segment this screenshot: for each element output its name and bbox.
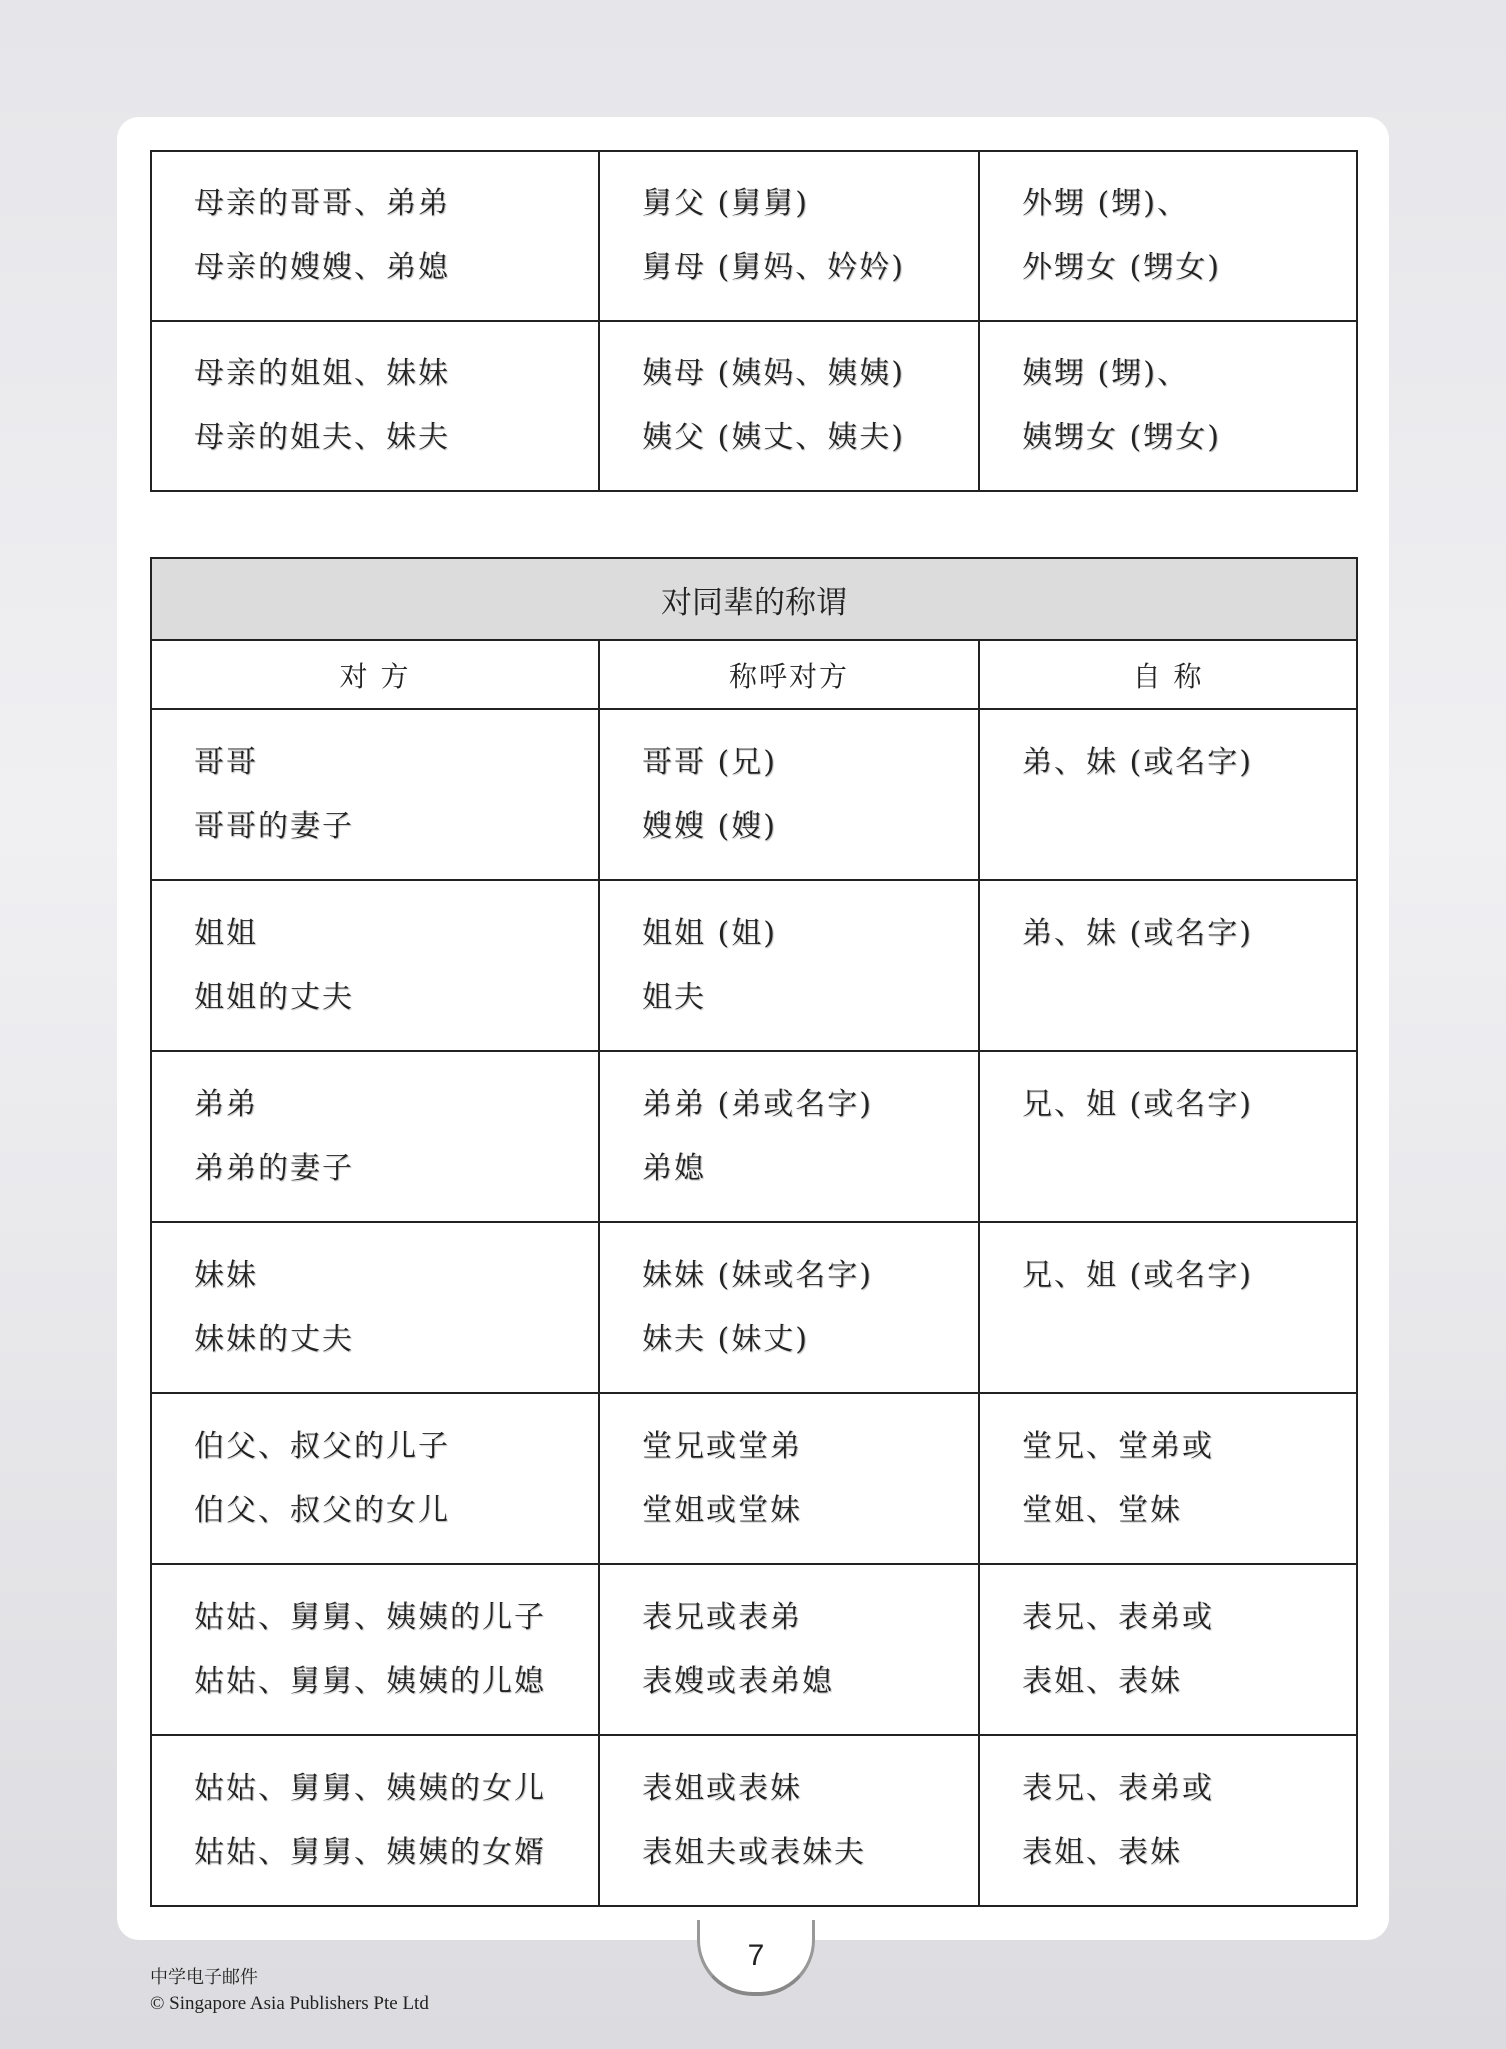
- cell-line: 母亲的姐夫、妹夫: [194, 420, 450, 455]
- table-cell: [151, 321, 599, 491]
- footer-text: 中学电子邮件: [150, 1967, 258, 1988]
- table-cell: [599, 1051, 979, 1222]
- table-cell: [979, 151, 1357, 321]
- cell-line: 姐姐 (姐): [642, 915, 777, 951]
- cell-line: 姑姑、舅舅、姨姨的女婿: [194, 1834, 546, 1870]
- cell-content: [600, 172, 978, 300]
- cell-content: [600, 1415, 978, 1543]
- cell-line: 弟、妹 (或名字): [1022, 744, 1253, 780]
- cell-line: 表姐夫或表妹夫: [642, 1834, 866, 1870]
- cell-line: [1022, 966, 1356, 1030]
- column-header: 对 方: [151, 640, 599, 709]
- cell-line: 表兄或表弟: [642, 1599, 802, 1635]
- cell-content: [980, 1415, 1356, 1543]
- column-header: 自 称: [979, 640, 1357, 709]
- cell-line: 姑姑、舅舅、姨姨的儿媳: [194, 1663, 546, 1699]
- column-header: 称呼对方: [599, 640, 979, 709]
- cell-line: 嫂嫂 (嫂): [642, 808, 777, 844]
- cell-line: 弟、妹 (或名字): [1022, 915, 1253, 951]
- cell-content: [152, 342, 598, 470]
- table-row: [151, 880, 1357, 1051]
- table-cell: [979, 709, 1357, 880]
- table-cell: [599, 880, 979, 1051]
- table-cell: [151, 880, 599, 1051]
- cell-line: 表嫂或表弟媳: [642, 1663, 834, 1699]
- cell-line: 表姐、表妹: [1022, 1834, 1182, 1870]
- cell-content: [152, 1244, 598, 1372]
- table-row: [151, 1735, 1357, 1906]
- cell-content: [980, 1757, 1356, 1885]
- cell-line: 母亲的嫂嫂、弟媳: [194, 250, 450, 285]
- cell-line: 哥哥的妻子: [194, 808, 354, 844]
- table-cell: [151, 151, 599, 321]
- table-cell: [979, 321, 1357, 491]
- cell-content: [980, 342, 1356, 470]
- cell-content: [152, 731, 598, 859]
- cell-line: 兄、姐 (或名字): [1022, 1086, 1253, 1122]
- cell-content: [980, 1244, 1356, 1372]
- cell-line: 姑姑、舅舅、姨姨的女儿: [194, 1770, 546, 1806]
- cell-line: 姨父 (姨丈、姨夫): [642, 420, 905, 455]
- cell-content: [152, 172, 598, 300]
- table-cell: [151, 1735, 599, 1906]
- cell-line: 姐姐的丈夫: [194, 979, 354, 1015]
- kinship-table-maternal: [150, 150, 1358, 492]
- cell-content: [600, 1073, 978, 1201]
- table-cell: [151, 1393, 599, 1564]
- table-cell: [979, 880, 1357, 1051]
- cell-content: [600, 1244, 978, 1372]
- cell-line: 弟弟: [194, 1086, 258, 1122]
- cell-line: 堂兄、堂弟或: [1022, 1428, 1214, 1464]
- cell-content: [980, 731, 1356, 859]
- table-cell: [599, 1735, 979, 1906]
- cell-line: 兄、姐 (或名字): [1022, 1257, 1253, 1293]
- table-row: [151, 321, 1357, 491]
- cell-line: 伯父、叔父的女儿: [194, 1492, 450, 1528]
- cell-content: [600, 902, 978, 1030]
- table-cell: [599, 1393, 979, 1564]
- cell-line: 姐姐: [194, 915, 258, 951]
- table-cell: [151, 1051, 599, 1222]
- cell-line: 母亲的哥哥、弟弟: [194, 186, 450, 221]
- table-row: [151, 709, 1357, 880]
- cell-line: 表姐、表妹: [1022, 1663, 1182, 1699]
- cell-line: 伯父、叔父的儿子: [194, 1428, 450, 1464]
- cell-line: 堂兄或堂弟: [642, 1428, 802, 1464]
- cell-content: [152, 1586, 598, 1714]
- cell-line: 姨甥女 (甥女): [1022, 420, 1221, 455]
- cell-content: [152, 902, 598, 1030]
- table-row: [151, 1051, 1357, 1222]
- table-cell: [979, 1051, 1357, 1222]
- cell-line: 姐夫: [642, 979, 706, 1015]
- cell-content: [980, 902, 1356, 1030]
- cell-line: 哥哥 (兄): [642, 744, 777, 780]
- cell-line: 弟弟的妻子: [194, 1150, 354, 1186]
- cell-content: [600, 1757, 978, 1885]
- cell-content: [152, 1757, 598, 1885]
- cell-line: 舅母 (舅妈、妗妗): [642, 250, 905, 285]
- table-title: 对同辈的称谓: [151, 558, 1357, 640]
- cell-line: 姨母 (姨妈、姨姨): [642, 356, 905, 391]
- cell-line: 妹妹 (妹或名字): [642, 1257, 873, 1293]
- cell-line: [1022, 795, 1356, 859]
- table-row: [151, 1393, 1357, 1564]
- cell-line: [1022, 1137, 1356, 1201]
- cell-content: [152, 1073, 598, 1201]
- cell-line: 堂姐或堂妹: [642, 1492, 802, 1528]
- cell-content: [980, 172, 1356, 300]
- table-row: [151, 151, 1357, 321]
- cell-line: [1022, 1308, 1356, 1372]
- cell-line: 妹夫 (妹丈): [642, 1321, 809, 1357]
- cell-line: 堂姐、堂妹: [1022, 1492, 1182, 1528]
- table-cell: [979, 1735, 1357, 1906]
- table-cell: [979, 1222, 1357, 1393]
- table-cell: [599, 321, 979, 491]
- cell-line: 哥哥: [194, 744, 258, 780]
- table-cell: [151, 1564, 599, 1735]
- cell-line: 表姐或表妹: [642, 1770, 802, 1806]
- cell-content: [980, 1586, 1356, 1714]
- cell-line: 母亲的姐姐、妹妹: [194, 356, 450, 391]
- page-number: 7: [697, 1920, 815, 1996]
- kinship-table-peers: [150, 557, 1358, 1907]
- cell-line: 表兄、表弟或: [1022, 1770, 1214, 1806]
- table-cell: [979, 1393, 1357, 1564]
- cell-line: 外甥 (甥)、: [1022, 186, 1189, 221]
- cell-content: [152, 1415, 598, 1543]
- table-cell: [979, 1564, 1357, 1735]
- table-cell: [599, 1564, 979, 1735]
- table-cell: [151, 709, 599, 880]
- cell-line: 表兄、表弟或: [1022, 1599, 1214, 1635]
- cell-line: 舅父 (舅舅): [642, 186, 809, 221]
- table-cell: [599, 709, 979, 880]
- table-row: [151, 1222, 1357, 1393]
- cell-content: [600, 1586, 978, 1714]
- cell-line: 姨甥 (甥)、: [1022, 356, 1189, 391]
- cell-line: 妹妹: [194, 1257, 258, 1293]
- cell-content: [600, 731, 978, 859]
- cell-line: 外甥女 (甥女): [1022, 250, 1221, 285]
- cell-content: [600, 342, 978, 470]
- cell-line: 弟弟 (弟或名字): [642, 1086, 873, 1122]
- cell-line: 姑姑、舅舅、姨姨的儿子: [194, 1599, 546, 1635]
- table-cell: [599, 151, 979, 321]
- cell-content: [980, 1073, 1356, 1201]
- copyright: © Singapore Asia Publishers Pte Ltd: [150, 1993, 429, 2014]
- table-cell: [599, 1222, 979, 1393]
- table-cell: [151, 1222, 599, 1393]
- cell-line: 妹妹的丈夫: [194, 1321, 354, 1357]
- cell-line: 弟媳: [642, 1150, 706, 1186]
- table-row: [151, 1564, 1357, 1735]
